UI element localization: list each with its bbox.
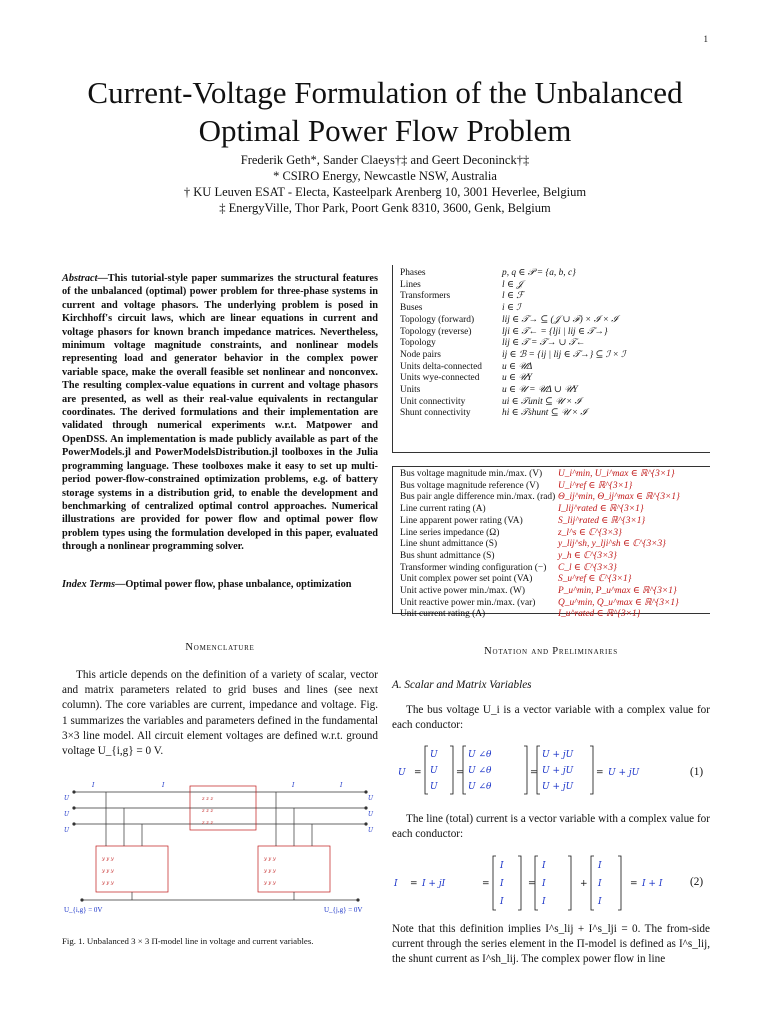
set-row: [400, 291, 626, 303]
svg-text:z z z: z z z: [202, 820, 214, 826]
svg-text:I: I: [598, 861, 602, 871]
param-row: [400, 563, 680, 575]
param-row: [400, 609, 680, 621]
param-name: Bus voltage magnitude min./max. (V): [400, 469, 543, 479]
set-row: [400, 350, 626, 362]
set-name: Units: [400, 385, 421, 396]
sets-table-bottom-rule: [392, 452, 710, 453]
svg-text:U: U: [64, 811, 70, 818]
param-symbol: S_lij^rated ∈ ℝ^{3×1}: [558, 515, 646, 526]
set-name: Units wye-connected: [400, 373, 480, 384]
set-symbol: l ∈ 𝒥: [502, 279, 523, 290]
svg-text:U: U: [368, 795, 374, 802]
svg-text:I: I: [542, 861, 546, 871]
set-row: [400, 315, 626, 327]
set-row: [400, 397, 626, 409]
index-terms-text: —Optimal power flow, phase unbalance, optimization: [115, 579, 352, 590]
svg-text:I: I: [542, 897, 546, 907]
svg-text:I: I: [340, 782, 343, 789]
svg-text:U: U: [430, 782, 438, 792]
paragraph-current: The line (total) current is a vector variable with a complex value for each conductor:: [392, 813, 710, 841]
param-symbol: I_u^rated ∈ ℝ^{3×1}: [558, 609, 641, 620]
svg-text:U + jU: U + jU: [608, 768, 640, 778]
table-left-border: [392, 265, 393, 452]
set-row: [400, 327, 626, 339]
svg-text:y y y: y y y: [264, 880, 276, 886]
param-name: Unit reactive power min./max. (var): [400, 597, 536, 608]
paragraph-definition: Note that this definition implies I^s_lij + I^s_lji = 0. The from-side current through the series element in the Π-model is defined as I^s_lij, the shunt current as I^sh_lij. The complex power flow in line: [392, 923, 710, 966]
svg-text:U + jU: U + jU: [542, 782, 574, 792]
svg-text:U: U: [368, 811, 374, 818]
subsection-heading: A. Scalar and Matrix Variables: [392, 679, 532, 691]
param-name: Bus voltage magnitude reference (V): [400, 480, 540, 491]
affiliation-2: † KU Leuven ESAT - Electa, Kasteelpark Arenberg 10, 3001 Heverlee, Belgium: [183, 185, 587, 199]
author-names: Frederik Geth*, Sander Claeys†‡ and Geert Deconinck†‡: [240, 153, 530, 167]
index-terms: [62, 578, 378, 591]
set-symbol: u ∈ 𝒰 = 𝒰Δ ∪ 𝒰Y: [502, 385, 578, 396]
svg-text:y y y: y y y: [102, 856, 114, 862]
param-name: Line shunt admittance (S): [400, 539, 498, 550]
abstract-label: Abstract: [62, 273, 98, 284]
svg-text:z z z: z z z: [202, 796, 214, 802]
set-symbol: i ∈ ℐ: [502, 303, 521, 314]
set-symbol: lji ∈ 𝒯← = {lji | lij ∈ 𝒯→}: [502, 326, 608, 337]
set-row: [400, 385, 626, 397]
set-name: Topology (forward): [400, 314, 475, 325]
pi-model-figure: [62, 770, 378, 920]
param-symbol: y_lij^sh, y_lji^sh ∈ ℂ^{3×3}: [558, 539, 666, 550]
param-name: Unit active power min./max. (W): [400, 586, 525, 597]
notation-heading: Notation and Preliminaries: [484, 646, 618, 657]
abstract: [62, 272, 378, 554]
svg-text:I: I: [598, 897, 602, 907]
svg-text:U + jU: U + jU: [542, 750, 574, 760]
index-terms-label: Index Terms: [62, 579, 116, 590]
svg-text:I: I: [500, 879, 504, 889]
svg-text:z z z: z z z: [202, 808, 214, 814]
ground-right-label: U_{j,g} = 0V: [324, 906, 363, 914]
svg-text:U: U: [64, 827, 70, 834]
set-name: Units delta-connected: [400, 361, 482, 372]
svg-text:U + jU: U + jU: [542, 766, 574, 776]
set-row: [400, 338, 626, 350]
param-row: [400, 504, 680, 516]
sets-table: [400, 268, 626, 420]
affiliation-3: ‡ EnergyVille, Thor Park, Poort Genk 8310, 3600, Genk, Belgium: [219, 201, 551, 215]
param-name: Line series impedance (Ω): [400, 527, 500, 538]
set-name: Topology: [400, 338, 436, 349]
set-name: Phases: [400, 268, 426, 278]
svg-text:I + I: I + I: [642, 879, 663, 889]
author-block: [60, 152, 710, 216]
svg-text:y y y: y y y: [102, 880, 114, 886]
svg-text:I: I: [92, 782, 95, 789]
param-row: [400, 481, 680, 493]
svg-text:I: I: [292, 782, 295, 789]
params-table: [400, 469, 680, 621]
set-name: Node pairs: [400, 349, 441, 360]
equation-2: [392, 852, 710, 914]
param-row: [400, 516, 680, 528]
svg-text:U: U: [368, 827, 374, 834]
set-row: [400, 303, 626, 315]
svg-text:y y y: y y y: [264, 856, 276, 862]
set-symbol: ij ∈ ℬ = {ij | lij ∈ 𝒯→} ⊆ ℐ × ℐ: [502, 349, 626, 360]
set-symbol: p, q ∈ 𝒫 = {a, b, c}: [502, 268, 576, 278]
set-symbol: hi ∈ 𝒯shunt ⊆ 𝒰 × ℐ: [502, 408, 587, 419]
svg-text:U: U: [64, 795, 70, 802]
param-row: [400, 586, 680, 598]
params-table-top-rule: [392, 466, 710, 467]
svg-text:=: =: [530, 768, 538, 778]
svg-text:U: U: [430, 750, 438, 760]
equation-2-number: (2): [690, 876, 704, 888]
paragraph-voltage: The bus voltage U_i is a vector variable with a complex value for each conductor:: [392, 704, 710, 732]
param-name: Line apparent power rating (VA): [400, 515, 523, 526]
abstract-text: —This tutorial-style paper summarizes the structural features of the unbalanced (optimal) power problem for three-phase systems in current and voltage phasors. The underlying problem is posed in Kirchhoff's circuit laws, which are linear equations in current and voltage phasors for known branch impedance matrices. Nevertheless, minimum voltage magnitude constraints, and nonlinear models representing load and generator behavior in the complex power variable space, make the overall feasible set nonlinear and nonconvex. The resulting complex-value equations in current and voltage phasors are presented, as well as their real-value equivalents in rectangular coordinates. The derived formulations and their implementation are validated through numerical experiments w.r.t. Matpower and OpenDSS. An implementation is made publicly available as part of the PowerModels.jl and PowerModelsDistribution.jl toolboxes in the Julia programming language. These toolboxes make it easy to set up multi-period power-flow-constrained optimization problems, e.g. of battery storage systems in a distribution grid, to enable the development and benchmarking of centralized optimal control approaches. Numerical illustrations are provided for power flow and optimal power flow problem types using the formulation developed in this paper, evaluated through a nonlinear programming solver.: [62, 273, 378, 553]
ground-left-label: U_{i,g} = 0V: [64, 906, 103, 914]
param-name: Bus pair angle difference min./max. (rad): [400, 492, 556, 503]
param-row: [400, 469, 680, 481]
figure-caption: Fig. 1. Unbalanced 3 × 3 Π-model line in voltage and current variables.: [62, 936, 314, 946]
svg-text:U ∠θ: U ∠θ: [468, 766, 492, 776]
set-row: [400, 373, 626, 385]
set-symbol: lij ∈ 𝒯 = 𝒯→ ∪ 𝒯←: [502, 338, 586, 349]
equation-1-number: (1): [690, 766, 704, 778]
param-symbol: z_l^s ∈ ℂ^{3×3}: [558, 527, 622, 538]
set-row: [400, 362, 626, 374]
svg-text:+: +: [580, 879, 588, 889]
svg-text:=: =: [410, 879, 418, 889]
param-name: Unit complex power set point (VA): [400, 574, 533, 585]
svg-text:I: I: [162, 782, 165, 789]
set-name: Shunt connectivity: [400, 408, 471, 419]
page-number: 1: [703, 34, 708, 44]
svg-text:I + jI: I + jI: [422, 879, 446, 889]
svg-text:=: =: [456, 768, 464, 778]
param-row: [400, 551, 680, 563]
svg-text:I: I: [542, 879, 546, 889]
param-row: [400, 574, 680, 586]
set-name: Topology (reverse): [400, 326, 472, 337]
param-row: [400, 492, 680, 504]
set-row: [400, 268, 626, 280]
svg-text:=: =: [482, 879, 490, 889]
svg-text:I: I: [394, 879, 398, 889]
param-symbol: Q_u^min, Q_u^max ∈ ℝ^{3×1}: [558, 597, 679, 608]
param-row: [400, 598, 680, 610]
param-symbol: S_u^ref ∈ ℂ^{3×1}: [558, 574, 632, 585]
param-symbol: U_i^ref ∈ ℝ^{3×1}: [558, 480, 633, 491]
svg-text:=: =: [596, 768, 604, 778]
set-symbol: ui ∈ 𝒯unit ⊆ 𝒰 × ℐ: [502, 396, 582, 407]
param-row: [400, 539, 680, 551]
svg-text:=: =: [630, 879, 638, 889]
affiliation-1: * CSIRO Energy, Newcastle NSW, Australia: [273, 169, 497, 183]
svg-text:=: =: [528, 879, 536, 889]
set-name: Transformers: [400, 291, 451, 302]
set-symbol: u ∈ 𝒰Y: [502, 373, 532, 384]
set-symbol: l ∈ ℱ: [502, 291, 524, 302]
svg-text:U ∠θ: U ∠θ: [468, 750, 492, 760]
set-name: Unit connectivity: [400, 396, 466, 407]
param-name: Bus shunt admittance (S): [400, 550, 495, 561]
paper-title: Current-Voltage Formulation of the Unbalanced Optimal Power Flow Problem: [87, 75, 683, 148]
set-row: [400, 408, 626, 420]
set-symbol: u ∈ 𝒰Δ: [502, 361, 533, 372]
param-row: [400, 528, 680, 540]
equation-1: [392, 742, 710, 800]
param-symbol: P_u^min, P_u^max ∈ ℝ^{3×1}: [558, 586, 677, 597]
param-name: Line current rating (A): [400, 504, 486, 515]
param-symbol: I_lij^rated ∈ ℝ^{3×1}: [558, 504, 644, 515]
svg-text:I: I: [598, 879, 602, 889]
svg-text:y y y: y y y: [264, 868, 276, 874]
set-row: [400, 280, 626, 292]
svg-text:y y y: y y y: [102, 868, 114, 874]
param-symbol: U_i^min, U_i^max ∈ ℝ^{3×1}: [558, 469, 675, 479]
param-name: Transformer winding configuration (−): [400, 562, 547, 573]
svg-text:U ∠θ: U ∠θ: [468, 782, 492, 792]
nomenclature-heading: Nomenclature: [185, 642, 255, 653]
param-name: Unit current rating (A): [400, 609, 486, 620]
set-name: Buses: [400, 303, 423, 314]
param-symbol: C_l ∈ ℂ^{3×3}: [558, 562, 617, 573]
param-symbol: y_h ∈ ℂ^{3×3}: [558, 550, 617, 561]
svg-text:U: U: [398, 768, 406, 778]
svg-text:=: =: [414, 768, 422, 778]
set-symbol: lij ∈ 𝒯→ ⊆ (𝒥 ∪ ℱ) × ℐ × ℐ: [502, 314, 618, 325]
param-symbol: Θ_ij^min, Θ_ij^max ∈ ℝ^{3×1}: [558, 492, 680, 503]
nomenclature-paragraph: This article depends on the definition of a variety of scalar, vector and matrix parameters related to grid buses and lines (see next column). The core variables are current, impedance and voltage. Fig. 1 summarizes the variables and parameters defined in the fundamental 3×3 line model. All circuit element voltages are defined w.r.t. ground voltage U_{i,g} = 0 V.: [62, 669, 378, 758]
svg-text:I: I: [500, 861, 504, 871]
set-name: Lines: [400, 279, 421, 290]
table-left-border-2: [392, 466, 393, 613]
svg-text:I: I: [500, 897, 504, 907]
svg-text:U: U: [430, 766, 438, 776]
